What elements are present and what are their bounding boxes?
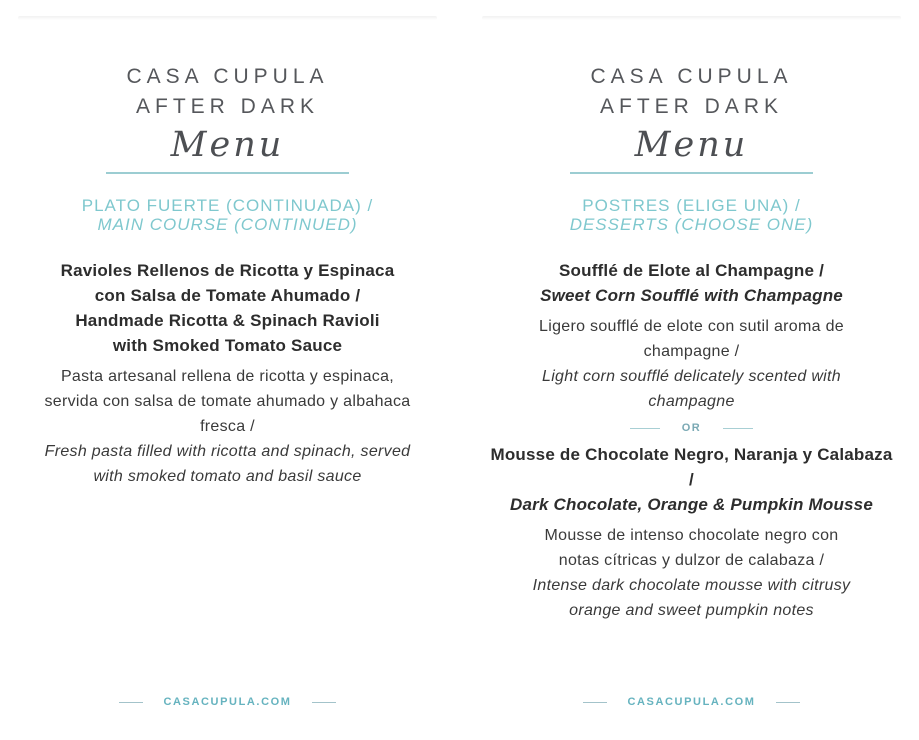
dish-title-line: Dark Chocolate, Orange & Pumpkin Mousse — [510, 495, 873, 514]
dish-desc-line: Pasta artesanal rellena de ricotta y espinaca, — [60, 368, 395, 385]
dish-description — [464, 314, 919, 414]
header-rule — [106, 172, 349, 174]
dish-title-line: Sweet Corn Soufflé with Champagne — [540, 286, 843, 305]
brand-subtitle: AFTER DARK — [135, 95, 319, 118]
footer-dash-right — [776, 702, 800, 703]
or-divider — [464, 422, 919, 434]
brand-subtitle: AFTER DARK — [599, 95, 783, 118]
brand-header — [464, 62, 919, 122]
dish-title — [464, 442, 919, 517]
brand-name: CASA CUPULA — [590, 65, 793, 88]
dish-desc-line: Intense dark chocolate mousse with citrusy — [532, 577, 851, 594]
dish-desc-line: servida con salsa de tomate ahumado y albahaca — [44, 393, 411, 410]
footer-url: CASACUPULA.COM — [627, 696, 756, 708]
dish-desc-line: Fresh pasta filled with ricotta and spinach, served — [44, 443, 411, 460]
footer-url: CASACUPULA.COM — [163, 696, 292, 708]
dish-title-line: Handmade Ricotta & Spinach Ravioli — [75, 311, 380, 330]
or-dash-left — [630, 428, 660, 429]
dish-title-line: Soufflé de Elote al Champagne / — [558, 261, 825, 280]
dish-title — [464, 258, 919, 308]
header-rule — [570, 172, 813, 174]
dish-title-line: Ravioles Rellenos de Ricotta y Espinaca — [60, 261, 395, 280]
dish-description — [464, 523, 919, 623]
dish-title-line: con Salsa de Tomate Ahumado / — [94, 286, 361, 305]
or-label: OR — [681, 422, 702, 434]
dish-desc-line: notas cítricas y dulzor de calabaza / — [558, 552, 825, 569]
section-heading — [0, 196, 455, 234]
dish-desc-line: Mousse de intenso chocolate negro con — [544, 527, 839, 544]
dish-desc-line: champagne — [648, 393, 735, 410]
brand-name: CASA CUPULA — [126, 65, 329, 88]
dish-title-line: Mousse de Chocolate Negro, Naranja y Calabaza — [490, 445, 893, 464]
brand-header — [0, 62, 455, 122]
dish-desc-line: Ligero soufflé de elote con sutil aroma de — [539, 318, 844, 335]
section-heading — [464, 196, 919, 234]
dish-desc-line: Light corn soufflé delicately scented with — [542, 368, 841, 385]
section-heading-es: POSTRES (ELIGE UNA) / — [582, 196, 801, 215]
dish-desc-line: with smoked tomato and basil sauce — [93, 468, 362, 485]
page-top-edge — [482, 16, 901, 20]
section-heading-en: MAIN COURSE (CONTINUED) — [97, 215, 358, 234]
menu-page-desserts — [464, 0, 919, 740]
dish-desc-line: champagne / — [643, 343, 740, 360]
menu-page-main-course — [0, 0, 455, 740]
script-menu-title: Menu — [634, 125, 749, 165]
page-footer — [0, 696, 455, 708]
script-menu-title: Menu — [170, 125, 285, 165]
section-heading-es: PLATO FUERTE (CONTINUADA) / — [81, 196, 374, 215]
dish-title — [0, 258, 455, 358]
footer-dash-left — [583, 702, 607, 703]
dish-description — [0, 364, 455, 489]
page-top-edge — [18, 16, 437, 20]
section-heading-en: DESSERTS (CHOOSE ONE) — [569, 215, 814, 234]
dish-title-line: / — [689, 470, 694, 489]
footer-dash-right — [312, 702, 336, 703]
footer-dash-left — [119, 702, 143, 703]
dish-desc-line: orange and sweet pumpkin notes — [569, 602, 814, 619]
page-footer — [464, 696, 919, 708]
dish-title-line: with Smoked Tomato Sauce — [112, 336, 343, 355]
dish-desc-line: fresca / — [200, 418, 255, 435]
or-dash-right — [723, 428, 753, 429]
